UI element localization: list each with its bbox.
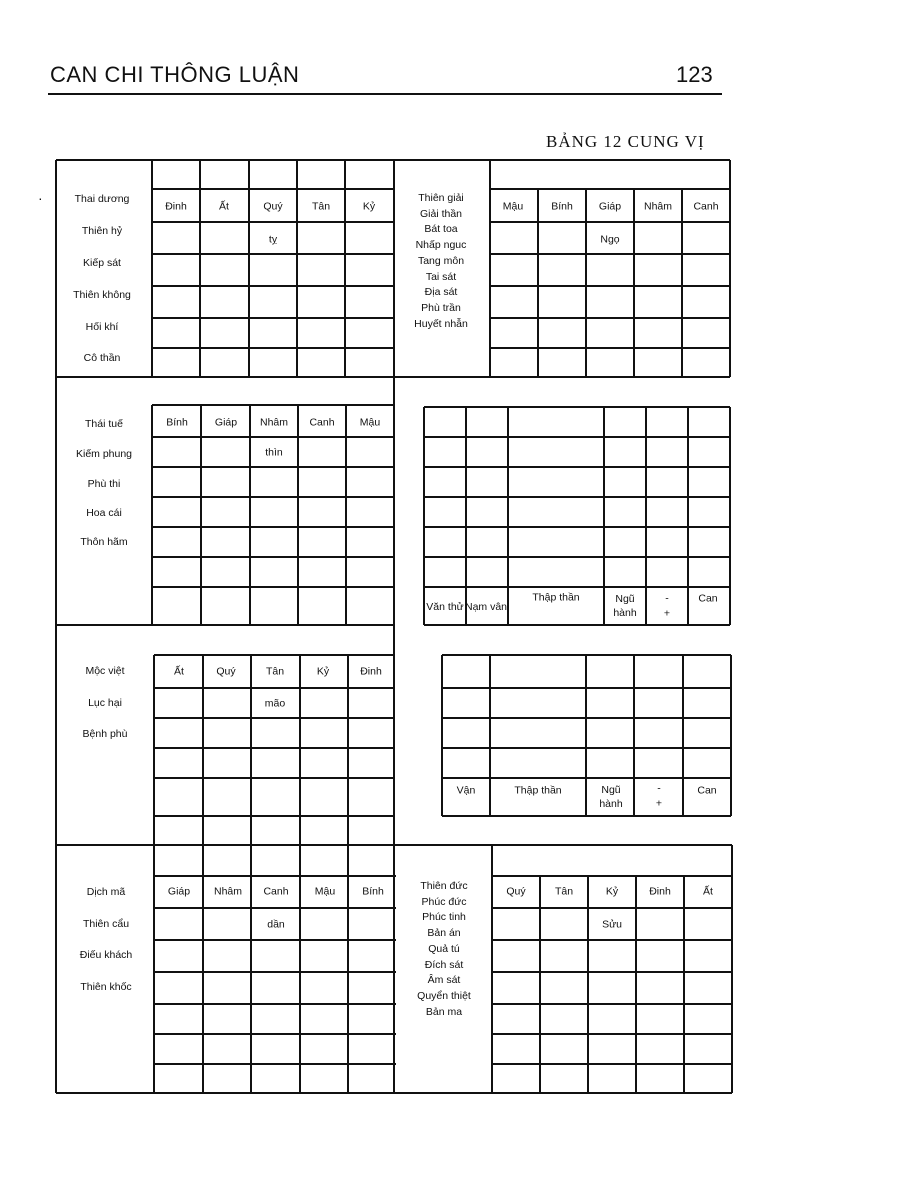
table-rule bbox=[56, 376, 152, 378]
table-rule bbox=[296, 160, 298, 377]
table-rule bbox=[731, 845, 733, 1093]
table-rule bbox=[441, 655, 443, 816]
table-rule bbox=[249, 405, 251, 625]
legend1-minus: - bbox=[665, 592, 669, 605]
table-rule bbox=[507, 407, 509, 625]
table-rule bbox=[202, 655, 204, 845]
table-rule bbox=[587, 876, 589, 1093]
b1-header-5: Kỷ bbox=[362, 200, 376, 213]
table-rule bbox=[489, 160, 491, 377]
b1-branch-label: tỵ bbox=[268, 233, 278, 246]
table-rule bbox=[152, 285, 394, 287]
label-bat-toa: Bát toa bbox=[424, 223, 458, 236]
table-rule bbox=[585, 655, 587, 816]
table-rule bbox=[396, 844, 732, 846]
running-header-title: CAN CHI THÔNG LUẬN bbox=[50, 62, 300, 87]
label-quyen-thiet: Quyển thiệt bbox=[417, 989, 471, 1002]
legend1-nam-van: Nạm vân bbox=[464, 601, 508, 613]
table-rule bbox=[152, 188, 394, 190]
label-giai-than: Giải thần bbox=[419, 207, 463, 220]
table-rule bbox=[152, 317, 394, 319]
table-rule bbox=[154, 971, 396, 973]
b1-header-3: Quý bbox=[263, 200, 283, 213]
table-rule bbox=[490, 317, 730, 319]
table-rule bbox=[152, 436, 394, 438]
label-thien-khong: Thiên không bbox=[73, 289, 131, 301]
b2-header-2: Bính bbox=[551, 200, 573, 213]
page-number: 123 bbox=[676, 62, 713, 87]
table-rule bbox=[491, 845, 493, 1093]
b3-header-5: Mậu bbox=[359, 416, 381, 429]
table-caption: BẢNG 12 CUNG VỊ bbox=[546, 132, 705, 151]
legend1-plus: + bbox=[663, 607, 671, 620]
legend2-can: Can bbox=[697, 784, 717, 797]
legend2-ngu-hanh: Ngũ hành bbox=[599, 784, 623, 810]
b2-branch-label: Ngọ bbox=[600, 233, 620, 246]
table-rule bbox=[537, 189, 539, 377]
table-rule bbox=[152, 624, 394, 626]
table-rule bbox=[424, 624, 730, 626]
table-rule bbox=[729, 160, 731, 377]
table-rule bbox=[490, 188, 730, 190]
legend2-van: Vận bbox=[456, 784, 476, 797]
table-rule bbox=[424, 466, 730, 468]
header-rule bbox=[48, 93, 722, 95]
table-rule bbox=[492, 1033, 732, 1035]
table-rule bbox=[585, 189, 587, 377]
b6-header-5: Ất bbox=[703, 885, 713, 898]
b4-header-5: Đinh bbox=[360, 665, 382, 678]
table-rule bbox=[202, 845, 204, 1093]
b6-header-1: Quý bbox=[506, 885, 526, 898]
table-rule bbox=[345, 405, 347, 625]
legend1-ngu-hanh: Ngũ hành bbox=[613, 593, 637, 619]
table-rule bbox=[539, 876, 541, 1093]
table-rule bbox=[633, 189, 635, 377]
table-rule bbox=[55, 160, 57, 1093]
label-thon-ham: Thôn hãm bbox=[80, 536, 128, 548]
table-rule bbox=[492, 1003, 732, 1005]
table-rule bbox=[154, 939, 396, 941]
label-tang-mon: Tang môn bbox=[417, 254, 465, 267]
b6-header-2: Tân bbox=[554, 885, 574, 898]
table-rule bbox=[154, 907, 396, 909]
table-rule bbox=[682, 655, 684, 816]
b5-header-3: Canh bbox=[263, 885, 289, 898]
label-dia-sat: Địa sát bbox=[424, 286, 458, 299]
table-rule bbox=[154, 815, 394, 817]
table-rule bbox=[492, 939, 732, 941]
table-rule bbox=[154, 687, 394, 689]
table-rule bbox=[687, 407, 689, 625]
legend2-thap-than: Thập thần bbox=[514, 784, 562, 797]
label-phu-thi: Phù thi bbox=[87, 478, 121, 490]
b5-branch-label: dần bbox=[267, 918, 285, 931]
table-rule bbox=[153, 845, 155, 1093]
table-rule bbox=[729, 407, 731, 625]
table-rule bbox=[154, 1063, 396, 1065]
b6-header-3: Kỷ bbox=[605, 885, 619, 898]
table-rule bbox=[248, 160, 250, 377]
label-qua-tu: Quả tú bbox=[428, 942, 460, 955]
table-rule bbox=[492, 1063, 732, 1065]
label-thien-hy: Thiên hỷ bbox=[81, 225, 123, 237]
label-nhap-nguc: Nhấp nguc bbox=[415, 239, 467, 252]
label-thien-cau: Thiên cẩu bbox=[82, 918, 130, 930]
b2-header-1: Mậu bbox=[502, 200, 524, 213]
label-hoi-khi: Hối khí bbox=[85, 321, 119, 333]
table-rule bbox=[492, 1092, 732, 1094]
table-rule bbox=[250, 655, 252, 845]
legend2-minus: - bbox=[657, 782, 661, 795]
table-rule bbox=[424, 586, 730, 588]
table-rule bbox=[492, 907, 732, 909]
label-kiem-phung: Kiếm phung bbox=[75, 448, 133, 460]
table-rule bbox=[492, 971, 732, 973]
label-thien-duc: Thiên đức bbox=[420, 880, 468, 892]
b5-header-1: Giáp bbox=[167, 885, 191, 898]
b5-header-2: Nhâm bbox=[213, 885, 243, 898]
table-rule bbox=[424, 526, 730, 528]
label-phu-tran: Phù trần bbox=[421, 301, 461, 314]
label-dich-ma: Dịch mã bbox=[86, 886, 126, 898]
table-rule bbox=[490, 285, 730, 287]
legend2-plus: + bbox=[655, 797, 663, 810]
table-rule bbox=[200, 405, 202, 625]
table-rule bbox=[152, 466, 394, 468]
table-rule bbox=[154, 875, 396, 877]
table-rule bbox=[603, 407, 605, 625]
b1-header-2: Ất bbox=[219, 200, 229, 213]
label-am-sat: Âm sát bbox=[427, 974, 461, 987]
table-rule bbox=[297, 405, 299, 625]
table-rule bbox=[152, 496, 394, 498]
table-rule bbox=[152, 404, 394, 406]
label-luc-hai: Lục hại bbox=[88, 697, 122, 709]
label-ban-an: Bản án bbox=[427, 927, 461, 940]
label-hoa-cai: Hoa cái bbox=[86, 507, 122, 519]
label-dich-sat: Đích sát bbox=[424, 958, 464, 971]
margin-dot: · bbox=[38, 190, 43, 206]
table-rule bbox=[299, 655, 301, 845]
table-rule bbox=[489, 655, 491, 816]
label-phuc-tinh: Phúc tinh bbox=[422, 911, 466, 924]
legend1-can: Can bbox=[698, 592, 718, 605]
table-rule bbox=[635, 876, 637, 1093]
b3-header-3: Nhâm bbox=[259, 416, 289, 429]
b5-header-4: Mậu bbox=[314, 885, 336, 898]
b2-header-4: Nhâm bbox=[643, 200, 673, 213]
table-rule bbox=[347, 845, 349, 1093]
table-rule bbox=[151, 405, 153, 625]
b1-header-4: Tân bbox=[311, 200, 331, 213]
b2-label-stack-a bbox=[414, 191, 468, 332]
b2-header-3: Giáp bbox=[598, 200, 622, 213]
table-rule bbox=[199, 160, 201, 377]
table-rule bbox=[152, 556, 394, 558]
b3-header-1: Bính bbox=[166, 416, 188, 429]
table-rule bbox=[730, 655, 732, 816]
table-rule bbox=[344, 160, 346, 377]
b3-header-2: Giáp bbox=[214, 416, 238, 429]
label-thai-tue: Thái tuế bbox=[85, 418, 123, 430]
table-rule bbox=[393, 160, 395, 1093]
table-rule bbox=[152, 376, 394, 378]
table-rule bbox=[152, 221, 394, 223]
label-phuc-duc: Phúc đức bbox=[421, 895, 467, 908]
table-rule bbox=[683, 876, 685, 1093]
table-rule bbox=[424, 556, 730, 558]
table-rule bbox=[152, 253, 394, 255]
b1-header-1: Đinh bbox=[165, 200, 187, 213]
b6-header-4: Đinh bbox=[649, 885, 671, 898]
legend1-thap-than: Thập thần bbox=[532, 591, 580, 604]
table-rule bbox=[154, 654, 394, 656]
table-rule bbox=[424, 436, 730, 438]
label-thien-giai: Thiên giải bbox=[418, 192, 464, 204]
table-rule bbox=[152, 347, 394, 349]
table-rule bbox=[56, 624, 152, 626]
label-dieu-khach: Điếu khách bbox=[79, 949, 133, 961]
table-rule bbox=[152, 526, 394, 528]
b3-header-4: Canh bbox=[309, 416, 335, 429]
table-rule bbox=[154, 747, 394, 749]
table-rule bbox=[152, 159, 394, 161]
label-tai-sat: Tai sát bbox=[425, 270, 457, 283]
table-rule bbox=[424, 496, 730, 498]
table-rule bbox=[154, 777, 394, 779]
b2-header-5: Canh bbox=[693, 200, 719, 213]
table-rule bbox=[152, 586, 394, 588]
table-rule bbox=[633, 655, 635, 816]
table-rule bbox=[490, 253, 730, 255]
table-rule bbox=[424, 406, 730, 408]
label-ban-ma: Bản ma bbox=[425, 1005, 463, 1018]
b6-branch-label: Sửu bbox=[602, 918, 622, 931]
b4-header-4: Kỷ bbox=[316, 665, 330, 678]
table-rule bbox=[645, 407, 647, 625]
label-thai-duong: Thai dương bbox=[74, 193, 130, 205]
table-rule bbox=[465, 407, 467, 625]
b4-branch-label: mão bbox=[264, 697, 286, 710]
label-thien-khoc: Thiên khốc bbox=[80, 981, 132, 993]
table-rule bbox=[681, 189, 683, 377]
table-rule bbox=[56, 844, 152, 846]
label-moc-viet: Mộc việt bbox=[85, 665, 125, 677]
table-rule bbox=[153, 655, 155, 845]
table-rule bbox=[151, 160, 153, 377]
table-rule bbox=[394, 159, 730, 161]
b3-branch-label: thìn bbox=[265, 446, 283, 459]
label-co-than: Cô thần bbox=[83, 352, 121, 364]
legend1-van-thu: Văn thử bbox=[426, 601, 464, 613]
label-huyet-nhan: Huyết nhẫn bbox=[414, 317, 468, 330]
label-kiep-sat: Kiếp sát bbox=[83, 257, 121, 269]
b6-label-stack bbox=[417, 879, 471, 1020]
b4-header-2: Quý bbox=[216, 665, 236, 678]
table-rule bbox=[490, 221, 730, 223]
b4-header-1: Ất bbox=[174, 665, 184, 678]
table-rule bbox=[347, 655, 349, 845]
b5-header-5: Bính bbox=[362, 885, 384, 898]
table-rule bbox=[490, 376, 730, 378]
table-rule bbox=[154, 844, 396, 846]
b4-header-3: Tân bbox=[265, 665, 285, 678]
table-rule bbox=[492, 875, 732, 877]
table-rule bbox=[154, 717, 394, 719]
table-rule bbox=[423, 407, 425, 625]
label-benh-phu: Bệnh phù bbox=[82, 728, 128, 740]
table-rule bbox=[299, 845, 301, 1093]
table-rule bbox=[250, 845, 252, 1093]
table-rule bbox=[154, 1003, 396, 1005]
table-rule bbox=[394, 376, 490, 378]
table-rule bbox=[490, 347, 730, 349]
table-rule bbox=[154, 1092, 396, 1094]
table-rule bbox=[154, 1033, 396, 1035]
